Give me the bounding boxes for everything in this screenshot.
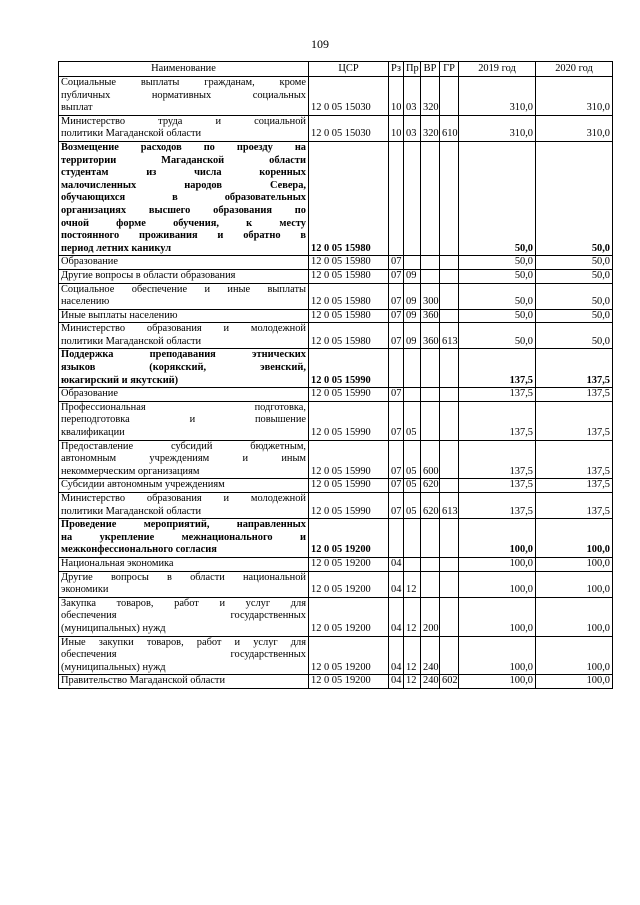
cell-2020: 310,0 <box>536 77 613 116</box>
cell-csr: 12 0 05 15990 <box>309 493 389 519</box>
cell-2020: 137,5 <box>536 440 613 479</box>
col-header-vr: ВР <box>421 62 440 77</box>
cell-pr: 05 <box>404 479 421 493</box>
cell-name <box>59 479 309 493</box>
cell-2020: 137,5 <box>536 401 613 440</box>
cell-name-line: некоммерческим организациям <box>61 465 200 477</box>
cell-name-line: студентам из числа коренных <box>61 167 306 179</box>
cell-2020: 100,0 <box>536 519 613 558</box>
cell-name-line: политики Магаданской области <box>61 505 202 517</box>
cell-2019: 50,0 <box>459 141 536 255</box>
cell-name <box>59 256 309 270</box>
cell-pr <box>404 557 421 571</box>
cell-name-line: Другие вопросы в области образования <box>61 269 236 281</box>
cell-pr <box>404 388 421 402</box>
cell-2019: 50,0 <box>459 283 536 309</box>
cell-name-line: квалификации <box>61 427 125 439</box>
cell-2020: 50,0 <box>536 323 613 349</box>
cell-name <box>59 388 309 402</box>
cell-name-line: Национальная экономика <box>61 557 174 569</box>
col-header-2019: 2019 год <box>459 62 536 77</box>
cell-rz: 07 <box>389 440 404 479</box>
cell-name <box>59 519 309 558</box>
cell-pr: 12 <box>404 636 421 675</box>
cell-name <box>59 283 309 309</box>
cell-2019: 100,0 <box>459 597 536 636</box>
cell-vr: 600 <box>421 440 440 479</box>
cell-2020: 50,0 <box>536 283 613 309</box>
cell-vr <box>421 256 440 270</box>
cell-name-line: Другие вопросы в области национальной <box>61 571 306 583</box>
cell-pr: 03 <box>404 77 421 116</box>
cell-csr: 12 0 05 15980 <box>309 141 389 255</box>
cell-csr: 12 0 05 19200 <box>309 597 389 636</box>
cell-2019: 137,5 <box>459 388 536 402</box>
cell-2020: 137,5 <box>536 493 613 519</box>
cell-name-line: Министерство образования и молодежной <box>61 323 306 335</box>
cell-name-line: автономным учреждениям и иным <box>61 453 306 465</box>
cell-name-line: малочисленных народов Севера, <box>61 179 306 191</box>
cell-rz: 10 <box>389 77 404 116</box>
cell-name-line: Социальные выплаты гражданам, кроме <box>61 77 306 88</box>
cell-name <box>59 401 309 440</box>
cell-pr <box>404 349 421 388</box>
cell-name-line: выплат <box>61 102 93 114</box>
table-row <box>59 256 613 270</box>
cell-gr <box>440 519 459 558</box>
cell-name-line: обеспечения государственных <box>61 649 306 661</box>
cell-name-line: обеспечения государственных <box>61 610 306 622</box>
cell-2019: 100,0 <box>459 557 536 571</box>
cell-rz <box>389 519 404 558</box>
cell-name-line: Иные закупки товаров, работ и услуг для <box>61 636 306 648</box>
table-row <box>59 401 613 440</box>
cell-pr: 09 <box>404 323 421 349</box>
cell-csr: 12 0 05 19200 <box>309 557 389 571</box>
cell-rz: 07 <box>389 493 404 519</box>
cell-vr: 200 <box>421 597 440 636</box>
table-row <box>59 493 613 519</box>
cell-gr <box>440 597 459 636</box>
cell-name-line: Образование <box>61 256 118 268</box>
cell-2020: 100,0 <box>536 675 613 689</box>
cell-name-line: юкагирский и якутский) <box>61 374 179 386</box>
cell-csr: 12 0 05 15980 <box>309 323 389 349</box>
cell-gr <box>440 636 459 675</box>
cell-name-line: Возмещение расходов по проезду на <box>61 141 306 153</box>
page-number: 109 <box>311 37 329 51</box>
cell-name-line: Социальное обеспечение и иные выплаты <box>61 283 306 295</box>
table-header-row <box>59 62 613 77</box>
cell-rz: 07 <box>389 283 404 309</box>
col-header-name: Наименование <box>59 62 309 77</box>
cell-csr: 12 0 05 15990 <box>309 440 389 479</box>
cell-vr <box>421 401 440 440</box>
cell-csr: 12 0 05 19200 <box>309 636 389 675</box>
cell-name-line: на укрепление межнационального и <box>61 531 306 543</box>
cell-csr: 12 0 05 15990 <box>309 401 389 440</box>
cell-name <box>59 269 309 283</box>
cell-name-line: Образование <box>61 388 118 400</box>
cell-2019: 137,5 <box>459 349 536 388</box>
cell-gr <box>440 256 459 270</box>
cell-rz: 07 <box>389 256 404 270</box>
cell-2020: 100,0 <box>536 636 613 675</box>
table-row <box>59 323 613 349</box>
col-header-2020: 2020 год <box>536 62 613 77</box>
cell-name <box>59 349 309 388</box>
cell-rz <box>389 349 404 388</box>
cell-gr <box>440 571 459 597</box>
cell-csr: 12 0 05 19200 <box>309 675 389 689</box>
table-row <box>59 115 613 141</box>
cell-csr: 12 0 05 15980 <box>309 309 389 323</box>
cell-name-line: Предоставление субсидий бюджетным, <box>61 440 306 452</box>
cell-csr: 12 0 05 15980 <box>309 269 389 283</box>
cell-rz: 04 <box>389 675 404 689</box>
cell-rz: 07 <box>389 401 404 440</box>
cell-pr: 09 <box>404 269 421 283</box>
cell-gr <box>440 309 459 323</box>
cell-csr: 12 0 05 15980 <box>309 256 389 270</box>
cell-2019: 100,0 <box>459 675 536 689</box>
cell-gr: 613 <box>440 493 459 519</box>
cell-name-line: Правительство Магаданской области <box>61 675 226 687</box>
cell-2019: 137,5 <box>459 401 536 440</box>
cell-gr <box>440 401 459 440</box>
cell-name <box>59 323 309 349</box>
cell-2019: 100,0 <box>459 571 536 597</box>
cell-name-line: обучающихся в образовательных <box>61 192 306 204</box>
cell-csr: 12 0 05 15030 <box>309 115 389 141</box>
cell-csr: 12 0 05 15990 <box>309 479 389 493</box>
cell-pr: 12 <box>404 571 421 597</box>
cell-vr: 360 <box>421 323 440 349</box>
cell-gr <box>440 349 459 388</box>
cell-vr <box>421 141 440 255</box>
cell-2019: 50,0 <box>459 269 536 283</box>
cell-gr <box>440 479 459 493</box>
table-row <box>59 269 613 283</box>
table-row <box>59 309 613 323</box>
cell-name-line: политики Магаданской области <box>61 335 202 347</box>
cell-name <box>59 636 309 675</box>
cell-rz: 10 <box>389 115 404 141</box>
cell-2019: 50,0 <box>459 256 536 270</box>
cell-pr: 12 <box>404 597 421 636</box>
cell-pr: 05 <box>404 401 421 440</box>
cell-rz: 07 <box>389 269 404 283</box>
cell-vr: 320 <box>421 115 440 141</box>
budget-table <box>58 61 613 689</box>
cell-name-line: экономики <box>61 584 109 596</box>
cell-name <box>59 597 309 636</box>
table-row <box>59 283 613 309</box>
cell-vr: 620 <box>421 479 440 493</box>
cell-2019: 50,0 <box>459 323 536 349</box>
cell-rz: 07 <box>389 323 404 349</box>
cell-pr: 03 <box>404 115 421 141</box>
cell-name-line: Иные выплаты населению <box>61 309 178 321</box>
cell-name-line: организациях высшего образования по <box>61 204 306 216</box>
table-body <box>59 77 613 689</box>
cell-2019: 137,5 <box>459 479 536 493</box>
cell-gr <box>440 557 459 571</box>
cell-name <box>59 115 309 141</box>
cell-rz <box>389 141 404 255</box>
cell-name-line: Закупка товаров, работ и услуг для <box>61 597 306 609</box>
cell-name-line: Поддержка преподавания этнических <box>61 349 306 361</box>
col-header-pr: Пр <box>404 62 421 77</box>
cell-name-line: Министерство образования и молодежной <box>61 493 306 504</box>
cell-2020: 50,0 <box>536 256 613 270</box>
table-row <box>59 349 613 388</box>
table-row <box>59 141 613 255</box>
cell-2019: 310,0 <box>459 115 536 141</box>
cell-rz: 07 <box>389 309 404 323</box>
cell-csr: 12 0 05 15980 <box>309 283 389 309</box>
cell-name-line: Профессиональная подготовка, <box>61 401 306 413</box>
cell-vr: 240 <box>421 636 440 675</box>
cell-pr: 12 <box>404 675 421 689</box>
col-header-gr: ГР <box>440 62 459 77</box>
cell-rz: 04 <box>389 597 404 636</box>
col-header-csr: ЦСР <box>309 62 389 77</box>
cell-name-line: территории Магаданской области <box>61 154 306 166</box>
cell-pr: 05 <box>404 493 421 519</box>
cell-name-line: (муниципальных) нужд <box>61 661 166 673</box>
table-row <box>59 388 613 402</box>
cell-pr <box>404 141 421 255</box>
cell-name <box>59 675 309 689</box>
table-row <box>59 77 613 116</box>
cell-name-line: публичных нормативных социальных <box>61 89 306 101</box>
cell-name-line: переподготовка и повышение <box>61 414 306 426</box>
cell-name <box>59 571 309 597</box>
cell-csr: 12 0 05 15990 <box>309 349 389 388</box>
cell-csr: 12 0 05 19200 <box>309 571 389 597</box>
cell-gr <box>440 283 459 309</box>
cell-2019: 137,5 <box>459 440 536 479</box>
cell-vr: 620 <box>421 493 440 519</box>
cell-rz: 07 <box>389 388 404 402</box>
cell-name <box>59 440 309 479</box>
cell-csr: 12 0 05 15030 <box>309 77 389 116</box>
cell-gr <box>440 388 459 402</box>
cell-vr <box>421 571 440 597</box>
cell-gr <box>440 141 459 255</box>
cell-2020: 100,0 <box>536 571 613 597</box>
table-row <box>59 519 613 558</box>
cell-name <box>59 77 309 116</box>
cell-rz: 07 <box>389 479 404 493</box>
cell-vr: 320 <box>421 77 440 116</box>
cell-2019: 137,5 <box>459 493 536 519</box>
table-row <box>59 571 613 597</box>
cell-name <box>59 557 309 571</box>
cell-2020: 50,0 <box>536 269 613 283</box>
cell-gr: 602 <box>440 675 459 689</box>
cell-2020: 50,0 <box>536 141 613 255</box>
table-row <box>59 479 613 493</box>
cell-name-line: языков (корякский, эвенский, <box>61 362 306 374</box>
cell-vr: 240 <box>421 675 440 689</box>
cell-2019: 100,0 <box>459 636 536 675</box>
cell-name-line: политики Магаданской области <box>61 128 202 140</box>
cell-csr: 12 0 05 19200 <box>309 519 389 558</box>
cell-gr <box>440 269 459 283</box>
cell-name <box>59 309 309 323</box>
cell-vr <box>421 519 440 558</box>
cell-name-line: населению <box>61 296 110 308</box>
cell-name-line: (муниципальных) нужд <box>61 622 166 634</box>
cell-pr: 09 <box>404 283 421 309</box>
table-row <box>59 440 613 479</box>
cell-2019: 100,0 <box>459 519 536 558</box>
cell-name-line: постоянного проживания и обратно в <box>61 230 306 242</box>
cell-pr <box>404 256 421 270</box>
cell-rz: 04 <box>389 557 404 571</box>
cell-name-line: Министерство труда и социальной <box>61 115 306 127</box>
cell-vr <box>421 349 440 388</box>
cell-gr <box>440 77 459 116</box>
cell-2020: 100,0 <box>536 557 613 571</box>
cell-gr <box>440 440 459 479</box>
cell-csr: 12 0 05 15990 <box>309 388 389 402</box>
cell-vr <box>421 388 440 402</box>
cell-name <box>59 493 309 519</box>
table-row <box>59 675 613 689</box>
cell-2020: 137,5 <box>536 388 613 402</box>
cell-2020: 137,5 <box>536 349 613 388</box>
cell-gr: 610 <box>440 115 459 141</box>
cell-name-line: очной форме обучения, к месту <box>61 217 306 229</box>
cell-pr: 09 <box>404 309 421 323</box>
cell-vr: 300 <box>421 283 440 309</box>
cell-2019: 50,0 <box>459 309 536 323</box>
cell-name-line: Субсидии автономным учреждениям <box>61 479 225 491</box>
cell-vr: 360 <box>421 309 440 323</box>
cell-2019: 310,0 <box>459 77 536 116</box>
cell-rz: 04 <box>389 636 404 675</box>
cell-pr: 05 <box>404 440 421 479</box>
table-row <box>59 636 613 675</box>
cell-2020: 137,5 <box>536 479 613 493</box>
cell-name-line: период летних каникул <box>61 242 172 254</box>
cell-2020: 310,0 <box>536 115 613 141</box>
cell-name-line: межконфессионального согласия <box>61 544 217 556</box>
table-row <box>59 597 613 636</box>
cell-pr <box>404 519 421 558</box>
cell-rz: 04 <box>389 571 404 597</box>
cell-vr <box>421 269 440 283</box>
cell-vr <box>421 557 440 571</box>
col-header-rz: Рз <box>389 62 404 77</box>
cell-name-line: Проведение мероприятий, направленных <box>61 519 306 531</box>
cell-gr: 613 <box>440 323 459 349</box>
cell-2020: 100,0 <box>536 597 613 636</box>
cell-2020: 50,0 <box>536 309 613 323</box>
table-row <box>59 557 613 571</box>
cell-name <box>59 141 309 255</box>
